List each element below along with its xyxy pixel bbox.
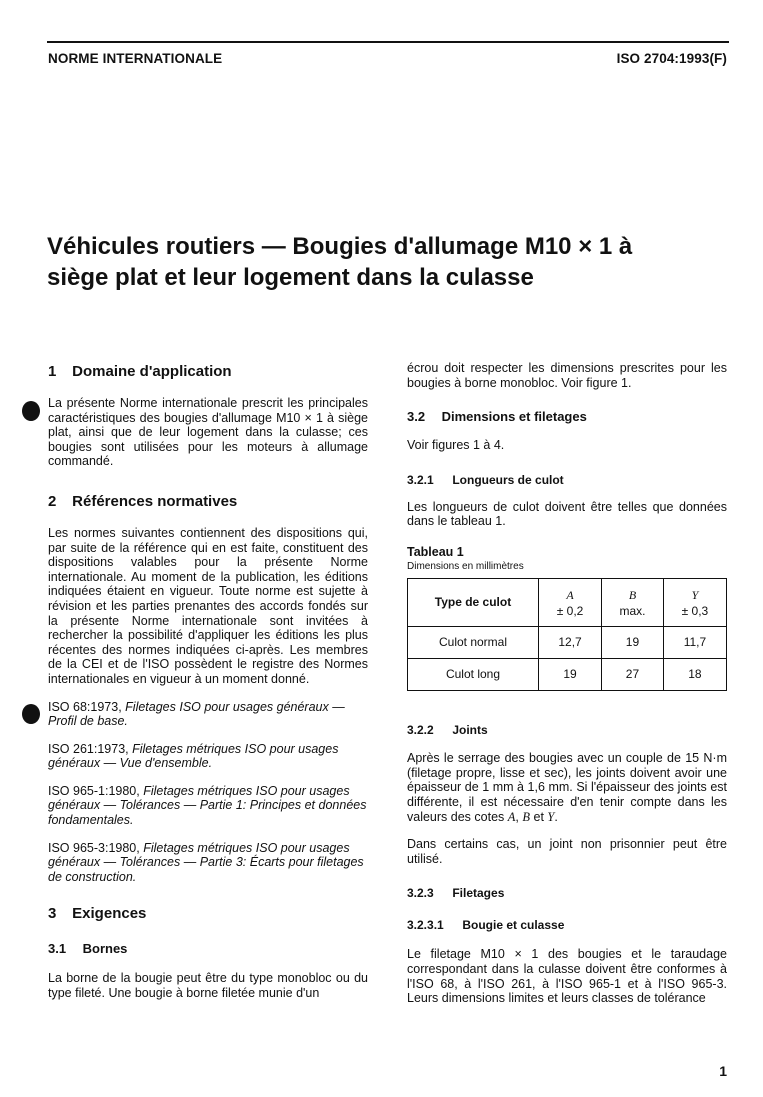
title-line-1: Véhicules routiers — Bougies d'allumage M10 × 1 à bbox=[47, 233, 633, 260]
section-2-text: Les normes suivantes contiennent des dispositions qui, par suite de la référence qui en est faite, constituent des dispositions valables pour la présente Norme internationale. Au moment de la publication, les éditions indiquées étaient en vigueur. Toute norme est sujette à révision et les parties prenantes des accords fondés sur la présente Norme internationale sont invitées à rechercher la possibilité d'appliquer les éditions les plus récentes des normes indiquées ci-après. Les membres de la CEI et de l'ISO possèdent le registre des Normes internationales en vigueur à un moment donné. bbox=[48, 525, 368, 686]
section-3-1-text: La borne de la bougie peut être du type monobloc ou du type fileté. Une bougie à borne filetée munie d'un bbox=[48, 971, 368, 1001]
table-cell: 19 bbox=[539, 659, 602, 691]
table-cell: 11,7 bbox=[663, 627, 726, 659]
table-cell: 12,7 bbox=[539, 627, 602, 659]
section-3-2-2-heading: 3.2.2 Joints bbox=[407, 723, 488, 738]
table-cell: Culot normal bbox=[408, 627, 539, 659]
table-caption: Tableau 1 bbox=[407, 544, 464, 559]
section-1-heading: 1 Domaine d'application bbox=[48, 363, 232, 380]
title-line-2: siège plat et leur logement dans la culasse bbox=[47, 264, 534, 291]
table-unit-note: Dimensions en millimètres bbox=[407, 560, 524, 572]
bullet-dot-icon bbox=[22, 704, 40, 724]
section-3-heading: 3 Exigences bbox=[48, 905, 147, 923]
section-3-1-text-continued: écrou doit respecter les dimensions prescrites pour les bougies à borne monobloc. Voir figure 1. bbox=[407, 361, 727, 390]
section-3-1-heading: 3.1 Bornes bbox=[48, 941, 128, 957]
table-row bbox=[408, 627, 727, 659]
section-3-2-heading: 3.2 Dimensions et filetages bbox=[407, 409, 587, 425]
section-3-2-1-heading: 3.2.1 Longueurs de culot bbox=[407, 472, 564, 487]
page-number: 1 bbox=[719, 1063, 727, 1079]
left-column bbox=[48, 363, 368, 1001]
table-col-header: B max. bbox=[602, 579, 664, 627]
table-cell: 27 bbox=[602, 659, 664, 691]
section-1-text: La présente Norme internationale prescrit les principales caractéristiques des bougies d'allumage M10 × 1 à siège plat, ainsi que de leur logement dans la culasse; ces bougies sont utilisées pour les moteurs à allumage commandé. bbox=[48, 396, 368, 469]
shank-length-table bbox=[407, 578, 727, 691]
document-title bbox=[47, 231, 737, 293]
standard-number: ISO 2704:1993(F) bbox=[616, 51, 727, 66]
table-header-row bbox=[408, 579, 727, 627]
normative-reference: ISO 261:1973, Filetages métriques ISO pour usages généraux — Vue d'ensemble. bbox=[48, 741, 339, 771]
header-rule bbox=[47, 41, 729, 43]
table-cell: 19 bbox=[602, 627, 664, 659]
normative-reference: ISO 965-3:1980, Filetages métriques ISO pour usages généraux — Tolérances — Partie 3: Écarts pour filetages de construction. bbox=[48, 840, 364, 884]
section-3-2-3-heading: 3.2.3 Filetages bbox=[407, 886, 505, 901]
table-col-header: Y ± 0,3 bbox=[663, 579, 726, 627]
table-cell: Culot long bbox=[408, 659, 539, 691]
section-3-2-text: Voir figures 1 à 4. bbox=[407, 438, 505, 453]
section-3-2-2-text: Après le serrage des bougies avec un couple de 15 N·m (filetage propre, lisse et sec), les joints doivent avoir une épaisseur de 1 mm à 1,6 mm. Si l'épaisseur des joints est différente, il est nécessaire d'en tenir compte dans les valeurs des cotes A, B et Y. bbox=[407, 751, 727, 824]
table-row bbox=[408, 659, 727, 691]
section-3-2-3-1-heading: 3.2.3.1 Bougie et culasse bbox=[407, 918, 565, 933]
normative-reference: ISO 68:1973, Filetages ISO pour usages généraux — Profil de base. bbox=[48, 699, 345, 729]
table-header-label: Type de culot bbox=[408, 579, 539, 627]
bullet-dot-icon bbox=[22, 401, 40, 421]
normative-reference: ISO 965-1:1980, Filetages métriques ISO pour usages généraux — Tolérances — Partie 1: Principes et données fondamentales. bbox=[48, 783, 367, 828]
standard-type-label: NORME INTERNATIONALE bbox=[48, 51, 223, 66]
section-3-2-3-1-text: Le filetage M10 × 1 des bougies et le taraudage correspondant dans la culasse doivent être conformes à l'ISO 68, à l'ISO 261, à l'ISO 965-1 et à l'ISO 965-3. Leurs dimensions limites et leurs classes de tolérance bbox=[407, 947, 727, 1006]
table-cell: 18 bbox=[663, 659, 726, 691]
section-3-2-1-text: Les longueurs de culot doivent être telles que données dans le tableau 1. bbox=[407, 499, 727, 529]
right-column bbox=[407, 361, 727, 1006]
section-2-heading: 2 Références normatives bbox=[48, 492, 238, 510]
table-col-header: A ± 0,2 bbox=[539, 579, 602, 627]
section-3-2-2-text-2: Dans certains cas, un joint non prisonnier peut être utilisé. bbox=[407, 837, 727, 866]
